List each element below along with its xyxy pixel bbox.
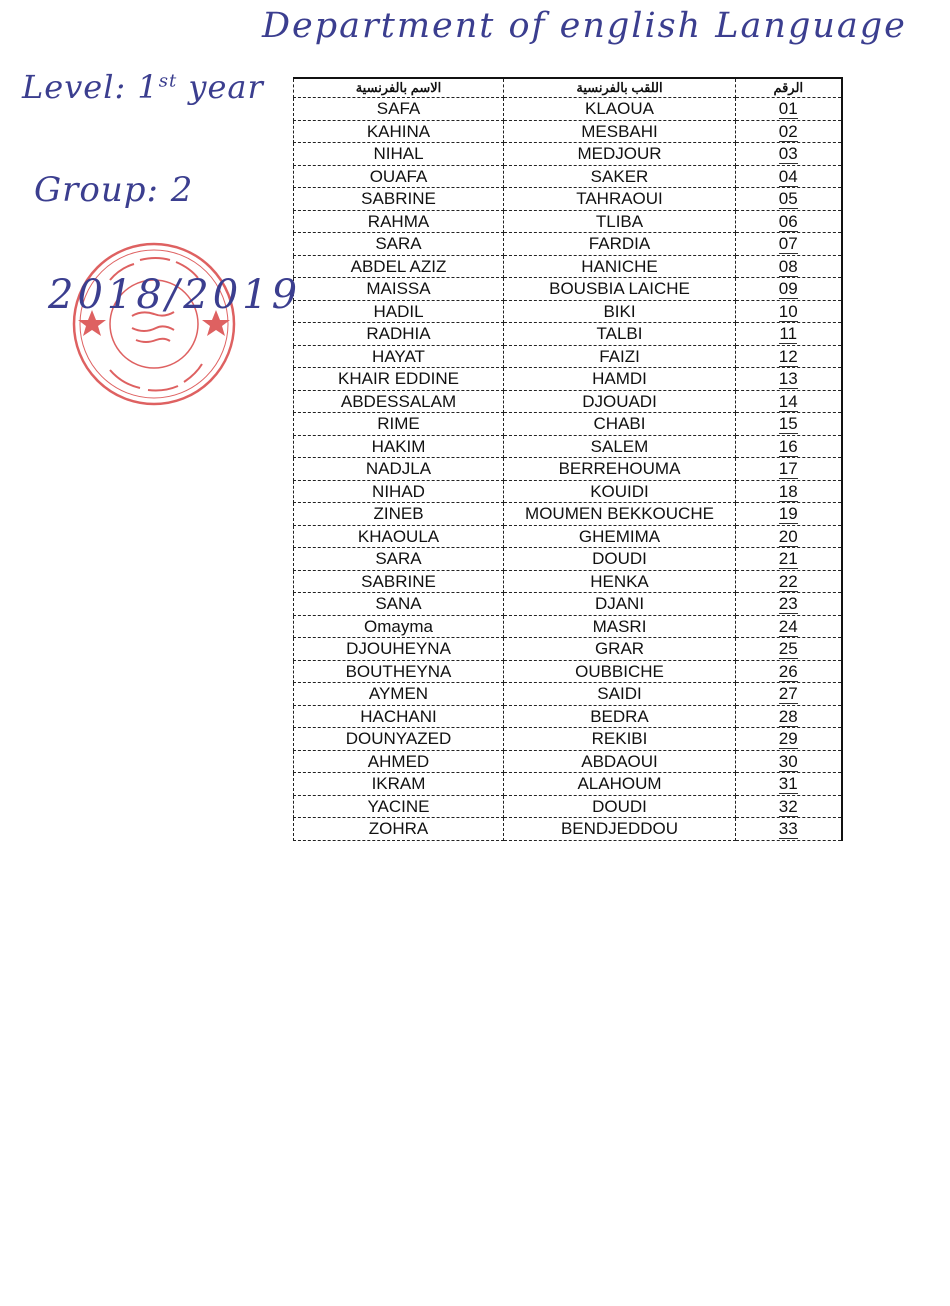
table-row [294,390,842,413]
first-name-cell: SARA [294,233,504,256]
number-cell [736,795,842,818]
last-name-cell: HANICHE [504,255,736,278]
last-name-cell: ALAHOUM [504,773,736,796]
first-name-cell: KAHINA [294,120,504,143]
table-row [294,143,842,166]
number-cell [736,143,842,166]
last-name-cell: GRAR [504,638,736,661]
number-value: 21 [778,549,798,569]
first-name-cell: ABDESSALAM [294,390,504,413]
number-cell [736,435,842,458]
number-cell [736,480,842,503]
first-name-cell: KHAIR EDDINE [294,368,504,391]
table-row [294,368,842,391]
number-value: 06 [778,211,798,231]
first-name-cell: SAFA [294,98,504,121]
first-name-cell: NIHAD [294,480,504,503]
number-cell [736,683,842,706]
first-name-cell: RIME [294,413,504,436]
first-name-cell: HADIL [294,300,504,323]
table-row [294,255,842,278]
first-name-cell: ABDEL AZIZ [294,255,504,278]
number-cell [736,255,842,278]
last-name-cell: SAIDI [504,683,736,706]
table-row [294,210,842,233]
number-value: 29 [778,729,798,749]
number-value: 11 [779,324,798,344]
first-name-cell: OUAFA [294,165,504,188]
last-name-cell: FARDIA [504,233,736,256]
number-value: 33 [778,819,798,839]
table-row [294,660,842,683]
number-value: 23 [778,594,798,614]
last-name-cell: KLAOUA [504,98,736,121]
last-name-cell: BENDJEDDOU [504,818,736,841]
last-name-cell: SAKER [504,165,736,188]
last-name-cell: BERREHOUMA [504,458,736,481]
last-name-cell: REKIBI [504,728,736,751]
table-row [294,795,842,818]
number-cell [736,458,842,481]
table-row [294,525,842,548]
last-name-cell: HENKA [504,570,736,593]
number-cell [736,300,842,323]
table-row [294,570,842,593]
first-name-cell: DOUNYAZED [294,728,504,751]
number-cell [736,323,842,346]
number-value: 27 [778,684,798,704]
number-cell [736,638,842,661]
department-stamp-icon [70,240,238,408]
table-row [294,188,842,211]
number-cell [736,210,842,233]
last-name-cell: OUBBICHE [504,660,736,683]
number-cell [736,278,842,301]
number-value: 22 [778,571,798,591]
first-name-cell: ZOHRA [294,818,504,841]
first-name-cell: SABRINE [294,570,504,593]
last-name-cell: DJOUADI [504,390,736,413]
last-name-cell: KOUIDI [504,480,736,503]
first-name-cell: MAISSA [294,278,504,301]
table-row [294,413,842,436]
number-cell [736,548,842,571]
table-row [294,818,842,841]
last-name-cell: MESBAHI [504,120,736,143]
first-name-cell: SARA [294,548,504,571]
number-value: 19 [778,504,798,524]
table-row [294,120,842,143]
number-value: 24 [778,616,798,636]
number-value: 20 [778,526,798,546]
first-name-cell: Omayma [294,615,504,638]
table-row [294,233,842,256]
number-cell [736,390,842,413]
table-row [294,165,842,188]
first-name-cell: AHMED [294,750,504,773]
table-row [294,750,842,773]
level-label [22,68,264,106]
first-name-cell: HAYAT [294,345,504,368]
table-row [294,323,842,346]
number-value: 08 [778,256,798,276]
first-name-cell: SABRINE [294,188,504,211]
number-cell [736,345,842,368]
number-cell [736,728,842,751]
first-name-header: الاسم بالفرنسية [294,78,504,98]
department-heading: Department of english Language [262,6,907,46]
number-value: 26 [778,661,798,681]
number-cell [736,503,842,526]
number-value: 12 [778,346,798,366]
level-ordinal: st [158,70,178,92]
academic-year: 2018/2019 [48,272,302,318]
last-name-cell: TAHRAOUI [504,188,736,211]
first-name-cell: SANA [294,593,504,616]
last-name-cell: BOUSBIA LAICHE [504,278,736,301]
number-value: 17 [778,459,798,479]
table-row [294,480,842,503]
table-row [294,728,842,751]
first-name-cell: IKRAM [294,773,504,796]
number-value: 18 [778,481,798,501]
number-cell [736,120,842,143]
number-value: 04 [778,166,798,186]
last-name-cell: DOUDI [504,548,736,571]
number-cell [736,98,842,121]
first-name-cell: DJOUHEYNA [294,638,504,661]
last-name-cell: FAIZI [504,345,736,368]
number-value: 25 [778,639,798,659]
table-row [294,638,842,661]
number-cell [736,368,842,391]
number-value: 30 [778,751,798,771]
first-name-cell: HAKIM [294,435,504,458]
table-row [294,705,842,728]
table-row [294,435,842,458]
table-row [294,683,842,706]
last-name-cell: DJANI [504,593,736,616]
table-row [294,458,842,481]
group-label: Group: 2 [34,170,194,210]
number-cell [736,660,842,683]
first-name-cell: YACINE [294,795,504,818]
number-value: 32 [778,796,798,816]
last-name-cell: BEDRA [504,705,736,728]
number-value: 28 [778,706,798,726]
table-row [294,773,842,796]
roster-table [293,77,843,841]
number-cell [736,593,842,616]
number-cell [736,773,842,796]
number-cell [736,525,842,548]
first-name-cell: NADJLA [294,458,504,481]
last-name-cell: TALBI [504,323,736,346]
last-name-cell: GHEMIMA [504,525,736,548]
number-value: 09 [778,279,798,299]
table-row [294,300,842,323]
table-row [294,503,842,526]
number-header: الرقم [736,78,842,98]
number-cell [736,570,842,593]
number-cell [736,413,842,436]
level-prefix: Level: 1 [22,68,159,106]
last-name-cell: CHABI [504,413,736,436]
last-name-cell: DOUDI [504,795,736,818]
first-name-cell: BOUTHEYNA [294,660,504,683]
table-row [294,345,842,368]
table-row [294,98,842,121]
number-value: 31 [778,774,798,794]
header-row [294,78,842,98]
student-roster [293,77,841,852]
number-cell [736,615,842,638]
last-name-cell: ABDAOUI [504,750,736,773]
last-name-cell: MEDJOUR [504,143,736,166]
number-value: 10 [778,301,798,321]
first-name-cell: KHAOULA [294,525,504,548]
first-name-cell: RADHIA [294,323,504,346]
number-value: 15 [778,414,798,434]
first-name-cell: RAHMA [294,210,504,233]
last-name-cell: MOUMEN BEKKOUCHE [504,503,736,526]
number-value: 05 [778,189,798,209]
number-value: 13 [778,369,798,389]
number-cell [736,165,842,188]
last-name-cell: TLIBA [504,210,736,233]
number-value: 03 [778,144,798,164]
number-value: 14 [778,391,798,411]
table-row [294,548,842,571]
number-cell [736,188,842,211]
last-name-cell: BIKI [504,300,736,323]
first-name-cell: AYMEN [294,683,504,706]
level-suffix: year [177,68,264,106]
number-value: 07 [778,234,798,254]
number-value: 02 [778,121,798,141]
table-row [294,593,842,616]
first-name-cell: HACHANI [294,705,504,728]
number-cell [736,750,842,773]
first-name-cell: ZINEB [294,503,504,526]
table-row [294,278,842,301]
number-cell [736,233,842,256]
last-name-header: اللقب بالفرنسية [504,78,736,98]
table-row [294,615,842,638]
number-cell [736,705,842,728]
first-name-cell: NIHAL [294,143,504,166]
number-value: 01 [778,99,798,119]
last-name-cell: MASRI [504,615,736,638]
number-value: 16 [778,436,798,456]
last-name-cell: HAMDI [504,368,736,391]
last-name-cell: SALEM [504,435,736,458]
number-cell [736,818,842,841]
